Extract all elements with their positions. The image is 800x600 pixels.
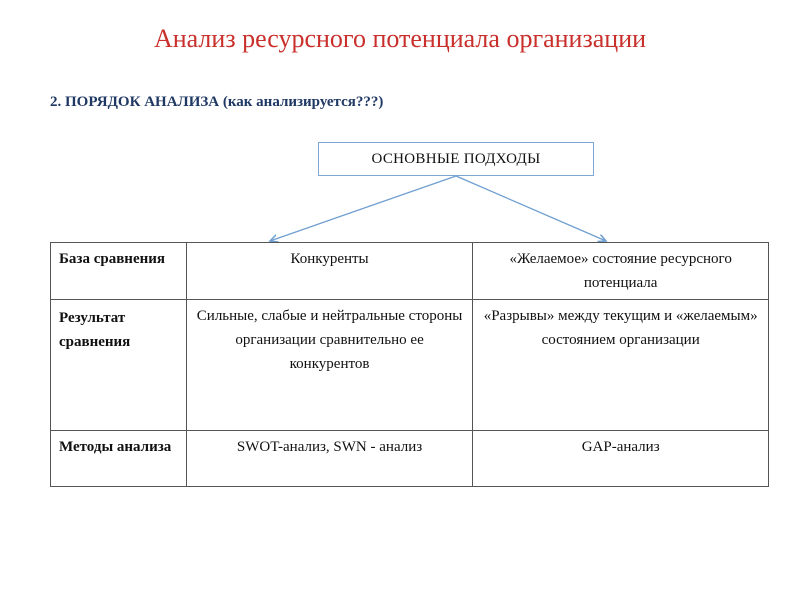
table-row xyxy=(51,243,769,300)
slide-title: Анализ ресурсного потенциала организации xyxy=(153,24,647,53)
row-header: База сравнения xyxy=(51,243,187,300)
arrow-right xyxy=(456,176,606,241)
main-approaches-box xyxy=(318,142,594,176)
row-header: Результат сравнения xyxy=(51,300,187,431)
arrow-left xyxy=(270,176,456,241)
comparison-table xyxy=(50,242,769,487)
desired-state-cell: «Желаемое» состояние ресурсного потенциала xyxy=(473,243,769,300)
competitors-cell: SWOT-анализ, SWN - анализ xyxy=(186,431,473,487)
desired-state-cell: GAP-анализ xyxy=(473,431,769,487)
section-heading: 2. ПОРЯДОК АНАЛИЗА (как анализируется???) xyxy=(50,94,384,110)
competitors-cell: Сильные, слабые и нейтральные стороны организации сравнительно ее конкурентов xyxy=(186,300,473,431)
competitors-cell: Конкуренты xyxy=(186,243,473,300)
main-approaches-label: ОСНОВНЫЕ ПОДХОДЫ xyxy=(371,150,541,167)
desired-state-cell: «Разрывы» между текущим и «желаемым» состоянием организации xyxy=(473,300,769,431)
row-header: Методы анализа xyxy=(51,431,187,487)
table-row xyxy=(51,431,769,487)
table-row xyxy=(51,300,769,431)
